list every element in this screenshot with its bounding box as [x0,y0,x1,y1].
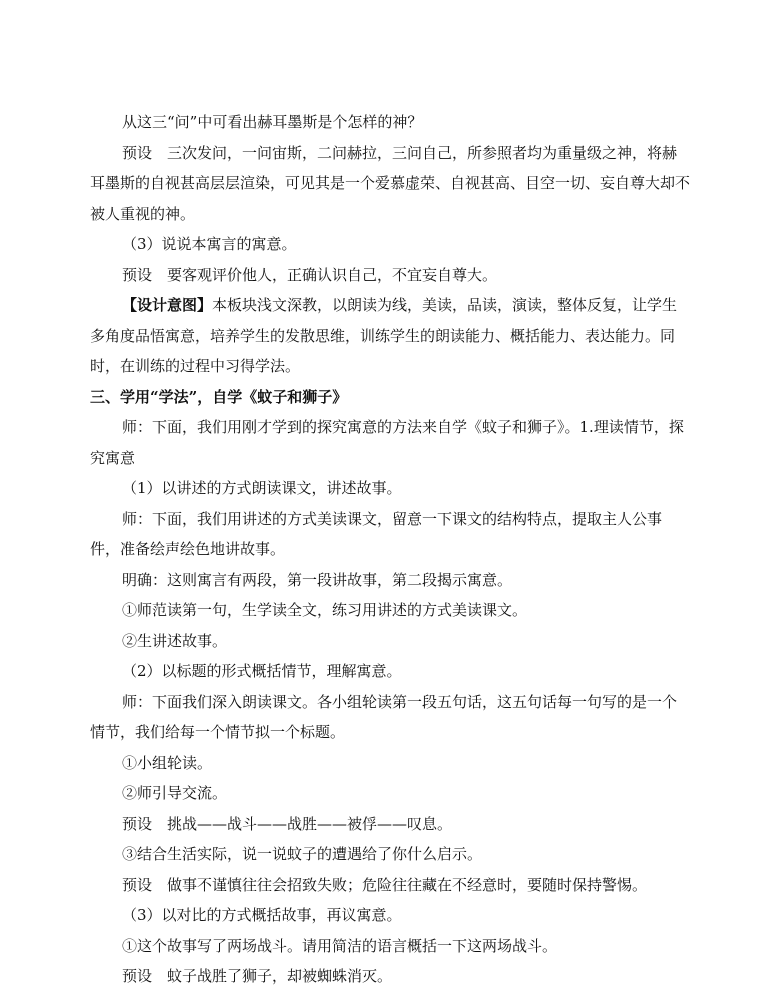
paragraph: 预设 三次发问，一问宙斯，二问赫拉，三问自己，所参照者均为重量级之神，将赫耳墨斯的自视甚高层层渲染，可见其是一个爱慕虚荣、自视甚高、目空一切、妄自尊大却不被人重视的神。 [90,143,691,223]
paragraph: 预设 做事不谨慎往往会招致失败；危险往往藏在不经意时，要随时保持警惕。 [122,875,648,894]
design-intent-paragraph [90,290,690,382]
design-intent-label: 【设计意图】 [122,296,213,314]
paragraph: 师：下面，我们用讲述的方式美读课文，留意一下课文的结构特点，提取主人公事件，准备绘声绘色地讲故事。 [90,509,663,558]
paragraph: 师：下面我们深入朗读课文。各小组轮读第一段五句话，这五句话每一句写的是一个情节，我们给每一个情节拟一个标题。 [90,692,678,741]
paragraph: ①小组轮读。 [122,753,213,772]
document-body [90,107,690,992]
paragraph: 预设 蚊子战胜了狮子，却被蜘蛛消灭。 [122,967,393,985]
paragraph: 预设 挑战——战斗——战胜——被俘——叹息。 [122,814,453,833]
paragraph: （3）说说本寓言的寓意。 [122,235,297,253]
section-heading-text: 三、学用“学法”，自学《蚊子和狮子》 [90,387,348,406]
paragraph: （1）以讲述的方式朗读课文，讲述故事。 [122,479,402,497]
paragraph: ③结合生活实际，说一说蚊子的遭遇给了你什么启示。 [122,845,483,863]
paragraph: （3）以对比的方式概括故事，再议寓意。 [122,906,402,924]
section-heading [90,382,690,413]
paragraph: 预设 要客观评价他人，正确认识自己，不宜妄自尊大。 [122,265,498,284]
paragraph: ②师引导交流。 [122,784,228,802]
paragraph: 师：下面，我们用刚才学到的探究寓意的方法来自学《蚊子和狮子》。1.理读情节，探究寓意 [90,418,684,467]
paragraph: ①师范读第一句，生学读全文，练习用讲述的方式美读课文。 [122,601,528,619]
paragraph: （2）以标题的形式概括情节，理解寓意。 [122,662,402,680]
paragraph: ①这个故事写了两场战斗。请用简洁的语言概括一下这两场战斗。 [122,936,558,955]
paragraph: 从这三“问”中可看出赫耳墨斯是个怎样的神？ [122,113,423,131]
paragraph: 明确：这则寓言有两段，第一段讲故事，第二段揭示寓意。 [122,570,513,589]
paragraph: ②生讲述故事。 [122,631,228,650]
design-intent-text: 本板块浅文深教，以朗读为线，美读，品读，演读，整体反复，让学生多角度品悟寓意，培养学生的发散思维，训练学生的朗读能力、概括能力、表达能力。同时，在训练的过程中习得学法。 [90,296,678,375]
